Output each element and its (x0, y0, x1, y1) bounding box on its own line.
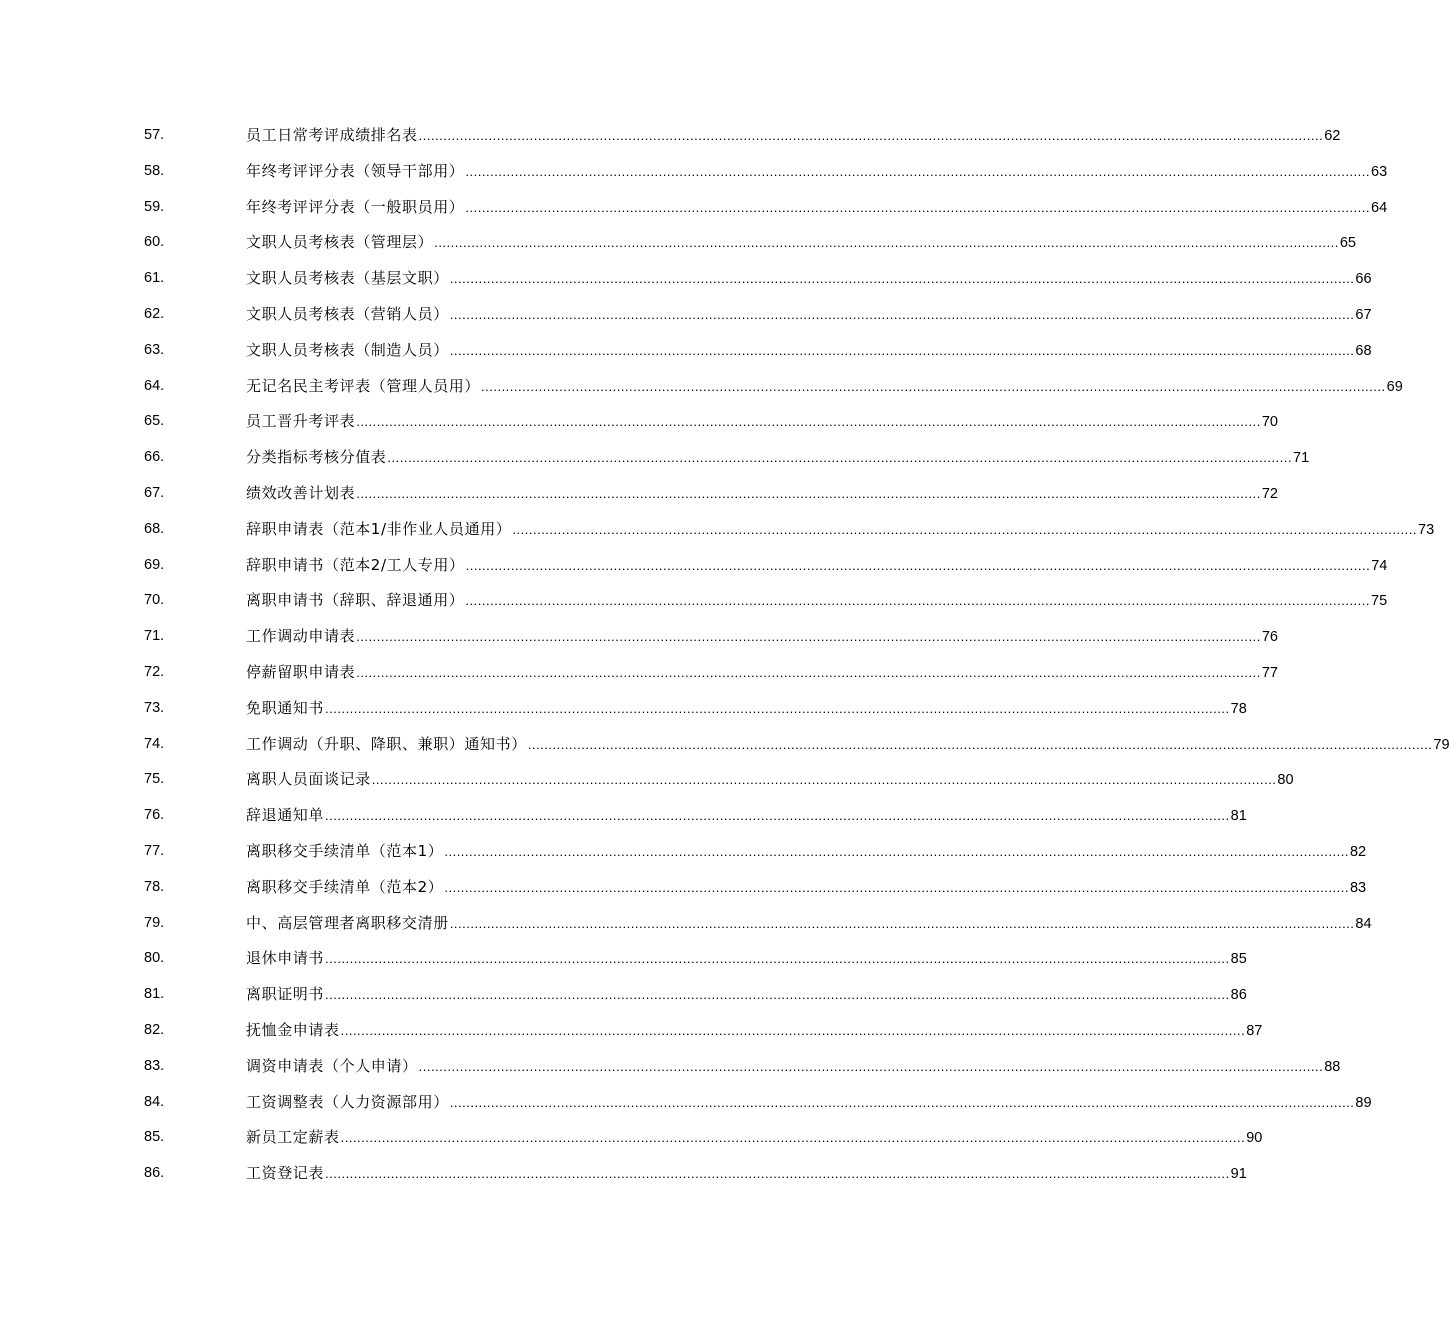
toc-entry-title[interactable]: 离职人员面谈记录 (246, 770, 371, 789)
toc-entry-number: 58. (144, 162, 165, 179)
toc-entry-number: 82. (144, 1021, 165, 1038)
toc-entry-line (246, 190, 1388, 227)
toc-entry[interactable] (0, 1013, 1263, 1049)
toc-entry[interactable] (0, 727, 1450, 763)
toc-entry-title[interactable]: 无记名民主考评表（管理人员用） (246, 376, 481, 395)
toc-entry-page-number: 64 (1371, 199, 1388, 216)
toc-entry-title[interactable]: 新员工定薪表 (246, 1128, 340, 1147)
toc-entry[interactable] (0, 1120, 1263, 1156)
toc-dot-leader: ............................................................................................................................................................................................................................ (512, 521, 1418, 537)
toc-entry[interactable] (0, 440, 1310, 476)
toc-entry-number: 63. (144, 341, 165, 358)
toc-dot-leader: ............................................................................................................................................................................................................................ (356, 414, 1261, 430)
toc-entry-title[interactable]: 离职证明书 (246, 985, 325, 1004)
toc-entry-number: 77. (144, 842, 165, 859)
toc-entry-page-number: 73 (1418, 521, 1435, 538)
toc-entry-title[interactable]: 离职申请书（辞职、辞退通用） (246, 591, 465, 610)
toc-entry-line (246, 870, 1367, 907)
toc-dot-leader: ............................................................................................................................................................................................................................ (449, 306, 1355, 322)
toc-dot-leader: ............................................................................................................................................................................................................................ (449, 271, 1355, 287)
toc-entry[interactable] (0, 118, 1341, 154)
toc-entry[interactable] (0, 619, 1278, 655)
toc-dot-leader: ............................................................................................................................................................................................................................ (444, 879, 1349, 895)
toc-entry-number: 69. (144, 556, 165, 573)
toc-entry-title[interactable]: 抚恤金申请表 (246, 1020, 340, 1039)
toc-dot-leader: ............................................................................................................................................................................................................................ (325, 700, 1230, 716)
toc-entry-title[interactable]: 辞职申请表（范本1/非作业人员通用） (246, 519, 512, 538)
toc-entry-page-number: 75 (1371, 593, 1388, 610)
toc-entry-page-number: 82 (1349, 843, 1367, 860)
toc-entry-title[interactable]: 调资申请表（个人申请） (246, 1056, 418, 1075)
toc-entry[interactable] (0, 906, 1372, 942)
toc-dot-leader: ............................................................................................................................................................................................................................ (465, 163, 1371, 179)
toc-dot-leader: ............................................................................................................................................................................................................................ (434, 235, 1339, 251)
toc-entry-title[interactable]: 退休申请书 (246, 949, 325, 968)
toc-entry-line (246, 404, 1278, 441)
toc-dot-leader: ............................................................................................................................................................................................................................ (340, 1130, 1246, 1146)
toc-entry-number: 86. (144, 1165, 165, 1182)
toc-entry-line (246, 834, 1367, 871)
toc-entry-page-number: 71 (1293, 450, 1310, 467)
toc-entry-title[interactable]: 工资登记表 (246, 1164, 325, 1183)
toc-entry-title[interactable]: 文职人员考核表（制造人员） (246, 340, 449, 359)
toc-entry[interactable] (0, 1085, 1372, 1121)
toc-dot-leader: ............................................................................................................................................................................................................................ (325, 951, 1230, 967)
toc-entry[interactable] (0, 476, 1278, 512)
toc-entry-line (246, 476, 1278, 513)
toc-entry-title[interactable]: 工作调动申请表 (246, 627, 356, 646)
toc-dot-leader: ............................................................................................................................................................................................................................ (325, 987, 1230, 1003)
toc-dot-leader: ............................................................................................................................................................................................................................ (356, 664, 1261, 680)
toc-entry-page-number: 86 (1230, 987, 1247, 1004)
toc-entry-title[interactable]: 停薪留职申请表 (246, 662, 356, 681)
toc-entry-page-number: 91 (1230, 1166, 1247, 1183)
toc-entry[interactable] (0, 154, 1388, 190)
toc-entry[interactable] (0, 977, 1247, 1013)
toc-entry-line (246, 154, 1388, 191)
toc-entry-title[interactable]: 员工日常考评成绩排名表 (246, 126, 418, 144)
toc-entry-title[interactable]: 文职人员考核表（管理层） (246, 233, 434, 252)
table-of-contents (0, 118, 1450, 1192)
toc-entry-title[interactable]: 免职通知书 (246, 698, 325, 717)
toc-entry-number: 76. (144, 807, 165, 824)
toc-entry-page-number: 66 (1355, 271, 1372, 288)
toc-entry[interactable] (0, 583, 1388, 619)
toc-entry-number: 74. (144, 735, 165, 752)
toc-dot-leader: ............................................................................................................................................................................................................................ (465, 593, 1371, 609)
toc-entry-number: 84. (144, 1093, 165, 1110)
toc-entry-line (246, 906, 1372, 943)
toc-dot-leader: ............................................................................................................................................................................................................................ (444, 843, 1349, 859)
toc-entry-number: 70. (144, 592, 165, 609)
toc-entry[interactable] (0, 369, 1403, 405)
toc-entry[interactable] (0, 512, 1435, 548)
toc-entry-number: 67. (144, 484, 165, 501)
toc-entry[interactable] (0, 297, 1372, 333)
toc-entry-line (246, 1085, 1372, 1122)
toc-entry-line (246, 333, 1372, 370)
toc-entry-number: 81. (144, 986, 165, 1003)
toc-dot-leader: ............................................................................................................................................................................................................................ (371, 772, 1277, 788)
toc-entry[interactable] (0, 941, 1247, 977)
toc-entry-line (246, 261, 1372, 298)
toc-entry-page-number: 78 (1230, 700, 1247, 717)
toc-entry-page-number: 76 (1261, 629, 1278, 646)
toc-entry-line (246, 798, 1247, 835)
toc-entry[interactable] (0, 1156, 1247, 1192)
toc-entry[interactable] (0, 870, 1367, 906)
toc-entry-page-number: 90 (1246, 1130, 1263, 1147)
toc-dot-leader: ............................................................................................................................................................................................................................ (527, 736, 1433, 752)
toc-entry-number: 71. (144, 628, 165, 645)
toc-entry-page-number: 63 (1371, 163, 1388, 180)
toc-entry-page-number: 88 (1324, 1058, 1341, 1075)
toc-entry[interactable] (0, 190, 1388, 226)
toc-entry-title[interactable]: 分类指标考核分值表 (246, 448, 387, 467)
toc-dot-leader: ............................................................................................................................................................................................................................ (387, 450, 1293, 466)
toc-entry[interactable] (0, 261, 1372, 297)
toc-entry-page-number: 69 (1386, 378, 1403, 395)
toc-entry-number: 64. (144, 377, 165, 394)
toc-dot-leader: ............................................................................................................................................................................................................................ (449, 915, 1355, 931)
toc-entry-title[interactable]: 中、高层管理者离职移交清册 (246, 913, 449, 932)
toc-entry-line (246, 512, 1435, 549)
toc-entry-title[interactable]: 辞职申请书（范本2/工人专用） (246, 555, 465, 574)
toc-entry-line (246, 1049, 1341, 1086)
toc-entry-number: 83. (144, 1057, 165, 1074)
toc-entry-title[interactable]: 工资调整表（人力资源部用） (246, 1092, 449, 1111)
toc-dot-leader: ............................................................................................................................................................................................................................ (418, 1058, 1324, 1074)
toc-entry-number: 80. (144, 950, 165, 967)
toc-dot-leader: ............................................................................................................................................................................................................................ (449, 342, 1355, 358)
toc-entry-number: 79. (144, 914, 165, 931)
toc-dot-leader: ............................................................................................................................................................................................................................ (356, 629, 1261, 645)
toc-entry[interactable] (0, 834, 1367, 870)
toc-entry-line (246, 762, 1294, 799)
toc-entry-page-number: 77 (1261, 664, 1278, 681)
toc-entry-title[interactable]: 工作调动（升职、降职、兼职）通知书） (246, 734, 527, 753)
toc-entry-line (246, 727, 1450, 764)
toc-entry-number: 60. (144, 234, 165, 251)
toc-entry-page-number: 72 (1261, 485, 1278, 502)
toc-entry-page-number: 79 (1433, 736, 1450, 753)
toc-dot-leader: ............................................................................................................................................................................................................................ (418, 128, 1324, 143)
toc-dot-leader: ............................................................................................................................................................................................................................ (465, 199, 1371, 215)
toc-entry-number: 68. (144, 520, 165, 537)
toc-entry[interactable] (0, 691, 1247, 727)
toc-entry[interactable] (0, 548, 1388, 584)
toc-entry-number: 66. (144, 449, 165, 466)
toc-entry-line (246, 977, 1247, 1014)
toc-entry-title[interactable]: 辞退通知单 (246, 806, 325, 825)
toc-entry-number: 73. (144, 699, 165, 716)
toc-dot-leader: ............................................................................................................................................................................................................................ (449, 1094, 1355, 1110)
toc-entry-line (246, 583, 1388, 620)
toc-entry-line (246, 1156, 1247, 1193)
toc-entry-line (246, 118, 1341, 155)
toc-entry-line (246, 619, 1278, 656)
toc-entry-number: 59. (144, 198, 165, 215)
toc-entry-line (246, 440, 1310, 477)
toc-entry-page-number: 74 (1371, 557, 1388, 574)
toc-entry-page-number: 89 (1355, 1094, 1372, 1111)
toc-dot-leader: ............................................................................................................................................................................................................................ (465, 557, 1371, 573)
toc-entry-page-number: 83 (1349, 879, 1367, 896)
toc-entry[interactable] (0, 655, 1278, 691)
toc-entry-title[interactable]: 年终考评评分表（领导干部用） (246, 161, 465, 180)
toc-entry-line (246, 941, 1247, 978)
toc-entry-number: 85. (144, 1129, 165, 1146)
toc-entry-number: 61. (144, 270, 165, 287)
toc-dot-leader: ............................................................................................................................................................................................................................ (340, 1022, 1246, 1038)
toc-entry-title[interactable]: 绩效改善计划表 (246, 483, 356, 502)
toc-entry-page-number: 65 (1339, 235, 1356, 252)
toc-entry[interactable] (0, 225, 1356, 261)
toc-entry-page-number: 67 (1355, 306, 1372, 323)
toc-dot-leader: ............................................................................................................................................................................................................................ (325, 1166, 1230, 1182)
toc-entry-line (246, 548, 1388, 585)
toc-entry-title[interactable]: 文职人员考核表（基层文职） (246, 269, 449, 288)
toc-entry-title[interactable]: 文职人员考核表（营销人员） (246, 304, 449, 323)
toc-entry[interactable] (0, 333, 1372, 369)
toc-entry-number: 72. (144, 663, 165, 680)
toc-entry-page-number: 85 (1230, 951, 1247, 968)
toc-entry[interactable] (0, 1049, 1341, 1085)
toc-entry[interactable] (0, 404, 1278, 440)
toc-entry-title[interactable]: 离职移交手续清单（范本2） (246, 877, 444, 896)
toc-entry-page-number: 81 (1230, 808, 1247, 825)
toc-entry-number: 57. (144, 127, 165, 143)
toc-entry-number: 62. (144, 305, 165, 322)
toc-entry[interactable] (0, 798, 1247, 834)
toc-entry-page-number: 84 (1355, 915, 1372, 932)
toc-entry-title[interactable]: 年终考评评分表（一般职员用） (246, 197, 465, 216)
toc-entry-number: 75. (144, 771, 165, 788)
toc-entry-line (246, 369, 1403, 406)
toc-entry-page-number: 70 (1261, 414, 1278, 431)
toc-entry-line (246, 225, 1356, 262)
toc-entry-page-number: 87 (1246, 1022, 1263, 1039)
toc-entry-number: 65. (144, 413, 165, 430)
toc-entry-page-number: 62 (1324, 128, 1341, 144)
toc-dot-leader: ............................................................................................................................................................................................................................ (325, 808, 1230, 824)
toc-entry-title[interactable]: 员工晋升考评表 (246, 412, 356, 431)
toc-entry-line (246, 297, 1372, 334)
toc-entry-number: 78. (144, 878, 165, 895)
toc-entry-line (246, 1013, 1263, 1050)
toc-entry-line (246, 1120, 1263, 1157)
toc-entry-title[interactable]: 离职移交手续清单（范本1） (246, 841, 444, 860)
toc-dot-leader: ............................................................................................................................................................................................................................ (481, 378, 1386, 394)
toc-entry-line (246, 655, 1278, 692)
toc-entry-line (246, 691, 1247, 728)
toc-entry-page-number: 68 (1355, 342, 1372, 359)
toc-entry[interactable] (0, 762, 1294, 798)
toc-entry-page-number: 80 (1277, 772, 1294, 789)
toc-dot-leader: ............................................................................................................................................................................................................................ (356, 485, 1261, 501)
